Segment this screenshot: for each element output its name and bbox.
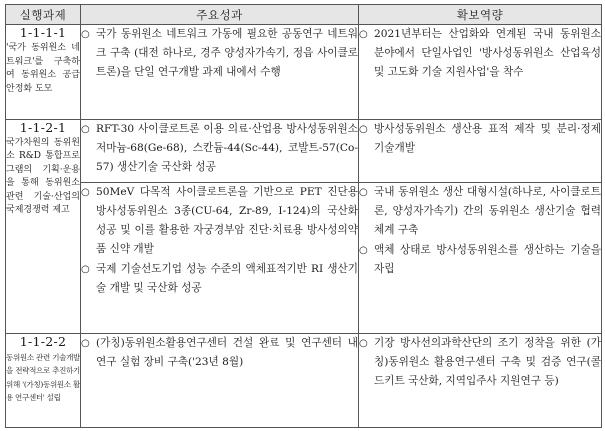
table-row — [6, 119, 602, 182]
list-item — [359, 241, 601, 279]
task-code: 1-1-2-1 — [19, 119, 67, 135]
results-cell — [81, 25, 359, 119]
capability-text: 액체 상태로 방사성동위원소를 생산하는 기술을 자립 — [374, 243, 601, 275]
capability-text: 기장 방사선의과학산단의 조기 정착을 위한 (가칭)동위원소 활용연구센터 구축 및 검증 연구(콜드키트 국산화, 지역입주사 지원연구 등) — [374, 336, 601, 387]
capability-text: 방사성동위원소 생산용 표적 제작 및 분리·정제 기술개발 — [374, 122, 601, 154]
list-item — [81, 260, 358, 298]
capability-text: 2021년부터는 산업화와 연계된 국내 동위원소 분야에서 단일사업인 '방사성동위원소 산업육성 및 고도화 기술 지원사업'을 착수 — [374, 28, 601, 79]
capability-cell — [359, 182, 602, 333]
task-cell — [6, 119, 81, 333]
task-cell — [6, 333, 81, 427]
header-results: 주요성과 — [81, 5, 359, 25]
circle-bullet-icon: ○ — [359, 29, 368, 41]
list-item — [359, 120, 601, 158]
task-description: 국가차원의 동위원소 R&D 통합프로그램의 기획·운용을 통해 동위원소 관련 기술·산업의 국제경쟁력 제고 — [6, 137, 80, 216]
task-cell — [6, 25, 81, 119]
results-cell — [81, 333, 359, 427]
header-capability: 확보역량 — [359, 5, 602, 25]
circle-bullet-icon: ○ — [359, 123, 368, 135]
table-row — [6, 25, 602, 119]
task-description: '국가 동위원소 네트워크'를 구축하여 동위원소 공급 안정화 도모 — [6, 43, 80, 94]
results-cell — [81, 119, 359, 182]
circle-bullet-icon: ○ — [81, 186, 90, 198]
list-item — [359, 334, 601, 391]
header-row — [6, 5, 602, 25]
capability-cell — [359, 25, 602, 119]
table-row — [6, 333, 602, 427]
results-table — [5, 4, 602, 428]
result-text: (가칭)동위원소활용연구센터 건설 완료 및 연구센터 내 연구 실험 장비 구축('23년 8월) — [96, 336, 358, 368]
list-item — [81, 183, 358, 259]
list-item — [81, 334, 358, 372]
task-code: 1-1-1-1 — [19, 25, 67, 41]
circle-bullet-icon: ○ — [81, 29, 90, 41]
header-task: 실행과제 — [6, 5, 81, 25]
results-cell — [81, 182, 359, 333]
list-item — [81, 25, 358, 82]
capability-text: 국내 동위원소 생산 대형시설(하나로, 사이클로트론, 양성자가속기) 간의 동위원소 생산기술 협력체계 구축 — [374, 185, 601, 236]
result-text: 50MeV 다목적 사이클로트론을 기반으로 PET 진단용 방사성동위원소 3종(CU-64, Zr-89, I-124)의 국산화 성공 및 이를 활용한 자궁경부암 진단·치료용 방사성의약품 신약 개발 — [96, 185, 358, 255]
capability-cell — [359, 333, 602, 427]
result-text: RFT-30 사이클로트론 이용 의료·산업용 방사성동위원소 저마늄-68(Ge-68), 스칸듐-44(Sc-44), 코발트-57(Co-57) 생산기술 국산화 성공 — [96, 122, 358, 173]
circle-bullet-icon: ○ — [81, 123, 90, 135]
circle-bullet-icon: ○ — [81, 337, 90, 349]
result-text: 국가 동위원소 네트워크 가동에 필요한 공동연구 네트워크 구축 (대전 하나로, 경주 양성자가속기, 정읍 사이클로트론)을 단일 연구개발 과제 내에서 수행 — [96, 28, 358, 79]
result-text: 국제 기술선도기업 성능 수준의 액체표적기반 RI 생산기술 개발 및 국산화 성공 — [96, 262, 358, 294]
task-code: 1-1-2-2 — [19, 333, 67, 349]
task-description: 동위원소 관련 기술개발을 전략적으로 추진하기 위해 '(가칭)동위원소 활용 연구센터' 설립 — [6, 352, 80, 403]
circle-bullet-icon: ○ — [359, 244, 368, 256]
list-item — [359, 25, 601, 82]
list-item — [81, 120, 358, 177]
capability-cell — [359, 119, 602, 182]
table-row — [6, 182, 602, 333]
list-item — [359, 183, 601, 240]
circle-bullet-icon: ○ — [359, 186, 368, 198]
circle-bullet-icon: ○ — [81, 263, 90, 275]
circle-bullet-icon: ○ — [359, 337, 368, 349]
